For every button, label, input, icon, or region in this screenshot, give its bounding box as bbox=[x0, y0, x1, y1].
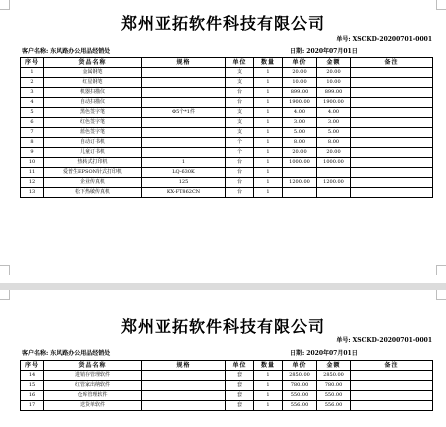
cell-index: 9 bbox=[21, 148, 44, 158]
cell-qty: 1 bbox=[254, 98, 283, 108]
cell-note bbox=[351, 148, 433, 158]
cell-index: 8 bbox=[21, 138, 44, 148]
cell-qty: 1 bbox=[254, 148, 283, 158]
col-header-spec: 规格 bbox=[142, 361, 226, 371]
cell-note bbox=[351, 68, 433, 78]
cell-amount: 550.00 bbox=[317, 391, 351, 401]
cell-note bbox=[351, 98, 433, 108]
col-header-name: 货品名称 bbox=[44, 361, 142, 371]
cell-spec bbox=[142, 391, 226, 401]
cell-name: 儿童订书机 bbox=[44, 148, 142, 158]
col-header-qty: 数量 bbox=[254, 58, 283, 68]
cell-unit: 套 bbox=[226, 381, 254, 391]
col-header-index: 序号 bbox=[21, 58, 44, 68]
col-header-index: 序号 bbox=[21, 361, 44, 371]
cell-amount: 3.00 bbox=[317, 118, 351, 128]
cell-qty: 1 bbox=[254, 401, 283, 411]
cell-name: 热转式打印机 bbox=[44, 158, 142, 168]
cell-unit: 支 bbox=[226, 118, 254, 128]
cell-price: 10.00 bbox=[283, 78, 317, 88]
cell-name: 机器扫描仪 bbox=[44, 88, 142, 98]
table-row bbox=[21, 381, 433, 391]
col-header-note: 备注 bbox=[351, 58, 433, 68]
cell-spec bbox=[142, 128, 226, 138]
col-header-unit: 单位 bbox=[226, 58, 254, 68]
cell-note bbox=[351, 128, 433, 138]
table-row bbox=[21, 158, 433, 168]
cell-spec: 125 bbox=[142, 178, 226, 188]
cell-name: 金属钢笔 bbox=[44, 68, 142, 78]
col-header-price: 单价 bbox=[283, 58, 317, 68]
cell-note bbox=[351, 118, 433, 128]
company-title: 郑州亚拓软件科技有限公司 bbox=[120, 317, 325, 336]
cell-index: 16 bbox=[21, 391, 44, 401]
order-number: 单号: XSCKD-20200701-0001 bbox=[336, 36, 432, 43]
table-header-row bbox=[21, 58, 433, 68]
cell-name: 爱普生EPSON针式打印机 bbox=[44, 168, 142, 178]
cell-index: 5 bbox=[21, 108, 44, 118]
table-row bbox=[21, 371, 433, 381]
cell-name: 送货单软件 bbox=[44, 401, 142, 411]
cell-note bbox=[351, 78, 433, 88]
cell-amount: 10.00 bbox=[317, 78, 351, 88]
col-header-qty: 数量 bbox=[254, 361, 283, 371]
cell-index: 14 bbox=[21, 371, 44, 381]
cell-spec bbox=[142, 138, 226, 148]
cell-note bbox=[351, 168, 433, 178]
cell-spec: LQ-630K bbox=[142, 168, 226, 178]
cell-name: 蓝色签字笔 bbox=[44, 128, 142, 138]
cell-price: 5.00 bbox=[283, 128, 317, 138]
cell-amount: 20.00 bbox=[317, 148, 351, 158]
crop-mark bbox=[0, 265, 10, 275]
table-row bbox=[21, 118, 433, 128]
table-row bbox=[21, 138, 433, 148]
cell-price: 2850.00 bbox=[283, 371, 317, 381]
cell-spec bbox=[142, 401, 226, 411]
cell-note bbox=[351, 401, 433, 411]
cell-qty: 1 bbox=[254, 128, 283, 138]
cell-price: 8.00 bbox=[283, 138, 317, 148]
table-row bbox=[21, 78, 433, 88]
cell-price bbox=[283, 188, 317, 198]
col-header-price: 单价 bbox=[283, 361, 317, 371]
cell-qty: 1 bbox=[254, 68, 283, 78]
cell-qty: 1 bbox=[254, 88, 283, 98]
col-header-spec: 规格 bbox=[142, 58, 226, 68]
cell-unit: 个 bbox=[226, 138, 254, 148]
customer-name: 客户名称: 东风路办公用品经销处 bbox=[22, 48, 111, 55]
col-header-unit: 单位 bbox=[226, 361, 254, 371]
cell-spec bbox=[142, 148, 226, 158]
cell-index: 10 bbox=[21, 158, 44, 168]
cell-name: 红色签字笔 bbox=[44, 118, 142, 128]
cell-name: 自动订书机 bbox=[44, 138, 142, 148]
cell-qty: 1 bbox=[254, 118, 283, 128]
cell-unit: 台 bbox=[226, 188, 254, 198]
cell-spec bbox=[142, 98, 226, 108]
cell-unit: 个 bbox=[226, 148, 254, 158]
crop-mark bbox=[0, 290, 10, 300]
cell-index: 12 bbox=[21, 178, 44, 188]
cell-amount: 5.00 bbox=[317, 128, 351, 138]
table-row bbox=[21, 188, 433, 198]
cell-qty: 1 bbox=[254, 168, 283, 178]
cell-name: 仓库管理软件 bbox=[44, 391, 142, 401]
cell-amount: 8.00 bbox=[317, 138, 351, 148]
cell-name: 进销存管理软件 bbox=[44, 371, 142, 381]
cell-price: 20.00 bbox=[283, 148, 317, 158]
cell-note bbox=[351, 391, 433, 401]
cell-note bbox=[351, 108, 433, 118]
cell-name: 红星钢笔 bbox=[44, 78, 142, 88]
table-row bbox=[21, 68, 433, 78]
order-date: 日期: 2020年07月01日 bbox=[290, 350, 358, 357]
table-row bbox=[21, 148, 433, 158]
cell-price: 556.00 bbox=[283, 401, 317, 411]
cell-unit: 台 bbox=[226, 158, 254, 168]
table-row bbox=[21, 108, 433, 118]
table-row bbox=[21, 98, 433, 108]
cell-amount: 20.00 bbox=[317, 68, 351, 78]
cell-index: 17 bbox=[21, 401, 44, 411]
col-header-note: 备注 bbox=[351, 361, 433, 371]
cell-amount: 899.00 bbox=[317, 88, 351, 98]
cell-unit: 台 bbox=[226, 98, 254, 108]
crop-mark bbox=[436, 0, 446, 10]
cell-price: 1900.00 bbox=[283, 98, 317, 108]
table-row bbox=[21, 401, 433, 411]
cell-price bbox=[283, 168, 317, 178]
cell-unit: 支 bbox=[226, 78, 254, 88]
print-page-2 bbox=[0, 290, 446, 427]
cell-unit: 台 bbox=[226, 178, 254, 188]
cell-spec: KX-FT862CN bbox=[142, 188, 226, 198]
table-row bbox=[21, 88, 433, 98]
cell-spec: Φ5个*1件 bbox=[142, 108, 226, 118]
goods-table bbox=[20, 57, 433, 198]
cell-price: 4.00 bbox=[283, 108, 317, 118]
cell-qty: 1 bbox=[254, 158, 283, 168]
cell-price: 3.00 bbox=[283, 118, 317, 128]
cell-name: 企业传真机 bbox=[44, 178, 142, 188]
cell-qty: 1 bbox=[254, 178, 283, 188]
col-header-name: 货品名称 bbox=[44, 58, 142, 68]
cell-note bbox=[351, 88, 433, 98]
cell-spec bbox=[142, 381, 226, 391]
cell-name: 黑色签字笔 bbox=[44, 108, 142, 118]
cell-unit: 套 bbox=[226, 401, 254, 411]
crop-mark bbox=[436, 265, 446, 275]
cell-amount: 556.00 bbox=[317, 401, 351, 411]
order-number: 单号: XSCKD-20200701-0001 bbox=[336, 337, 432, 344]
table-row bbox=[21, 168, 433, 178]
col-header-amount: 金额 bbox=[317, 361, 351, 371]
cell-note bbox=[351, 188, 433, 198]
cell-index: 13 bbox=[21, 188, 44, 198]
cell-index: 15 bbox=[21, 381, 44, 391]
cell-amount bbox=[317, 168, 351, 178]
crop-mark bbox=[436, 290, 446, 300]
cell-qty: 1 bbox=[254, 108, 283, 118]
cell-index: 7 bbox=[21, 128, 44, 138]
cell-qty: 1 bbox=[254, 78, 283, 88]
cell-index: 11 bbox=[21, 168, 44, 178]
cell-index: 4 bbox=[21, 98, 44, 108]
cell-amount: 1200.00 bbox=[317, 178, 351, 188]
cell-amount: 4.00 bbox=[317, 108, 351, 118]
cell-qty: 1 bbox=[254, 138, 283, 148]
cell-spec bbox=[142, 118, 226, 128]
cell-name: 自动扫描仪 bbox=[44, 98, 142, 108]
cell-note bbox=[351, 138, 433, 148]
cell-price: 1000.00 bbox=[283, 158, 317, 168]
company-title: 郑州亚拓软件科技有限公司 bbox=[120, 14, 325, 33]
cell-amount: 780.00 bbox=[317, 381, 351, 391]
cell-amount bbox=[317, 188, 351, 198]
cell-spec bbox=[142, 68, 226, 78]
cell-qty: 1 bbox=[254, 381, 283, 391]
cell-price: 20.00 bbox=[283, 68, 317, 78]
cell-spec bbox=[142, 78, 226, 88]
cell-qty: 1 bbox=[254, 371, 283, 381]
cell-qty: 1 bbox=[254, 188, 283, 198]
cell-qty: 1 bbox=[254, 391, 283, 401]
table-row bbox=[21, 178, 433, 188]
cell-index: 3 bbox=[21, 88, 44, 98]
cell-unit: 支 bbox=[226, 128, 254, 138]
cell-index: 2 bbox=[21, 78, 44, 88]
crop-mark bbox=[0, 0, 10, 10]
table-row bbox=[21, 391, 433, 401]
cell-note bbox=[351, 178, 433, 188]
cell-note bbox=[351, 371, 433, 381]
cell-price: 1200.00 bbox=[283, 178, 317, 188]
order-date: 日期: 2020年07月01日 bbox=[290, 48, 358, 55]
table-row bbox=[21, 128, 433, 138]
cell-name: 红管家出纳软件 bbox=[44, 381, 142, 391]
cell-index: 1 bbox=[21, 68, 44, 78]
table-header-row bbox=[21, 361, 433, 371]
cell-note bbox=[351, 158, 433, 168]
cell-unit: 套 bbox=[226, 371, 254, 381]
goods-table bbox=[20, 360, 433, 411]
cell-index: 6 bbox=[21, 118, 44, 128]
cell-spec: 1 bbox=[142, 158, 226, 168]
cell-unit: 台 bbox=[226, 88, 254, 98]
cell-spec bbox=[142, 371, 226, 381]
customer-name: 客户名称: 东风路办公用品经销处 bbox=[22, 350, 111, 357]
cell-amount: 2850.00 bbox=[317, 371, 351, 381]
cell-price: 780.00 bbox=[283, 381, 317, 391]
cell-spec bbox=[142, 88, 226, 98]
cell-name: 松下热敏传真机 bbox=[44, 188, 142, 198]
cell-price: 899.00 bbox=[283, 88, 317, 98]
cell-amount: 1900.00 bbox=[317, 98, 351, 108]
cell-unit: 台 bbox=[226, 168, 254, 178]
cell-amount: 1000.00 bbox=[317, 158, 351, 168]
cell-unit: 支 bbox=[226, 68, 254, 78]
cell-note bbox=[351, 381, 433, 391]
cell-unit: 套 bbox=[226, 391, 254, 401]
cell-price: 550.00 bbox=[283, 391, 317, 401]
col-header-amount: 金额 bbox=[317, 58, 351, 68]
cell-unit: 支 bbox=[226, 108, 254, 118]
